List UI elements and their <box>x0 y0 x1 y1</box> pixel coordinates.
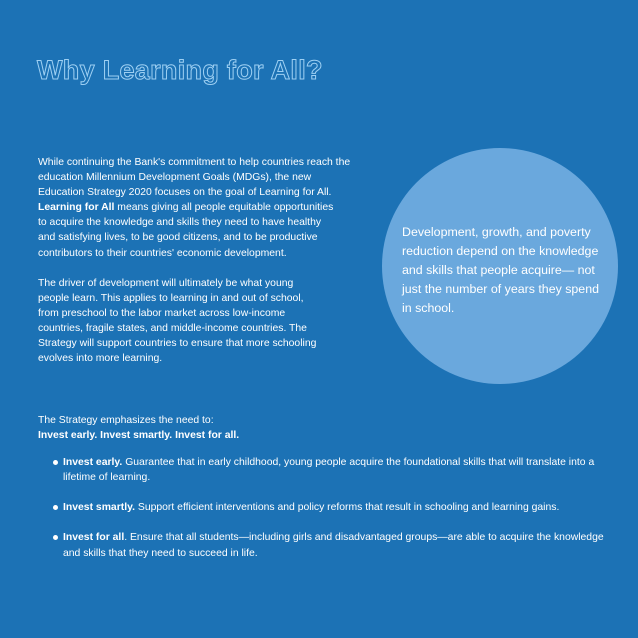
bullet-text: . Ensure that all students—including girls and disadvantaged groups—are able to acquire the knowledge and skills that they need to succeed in life. <box>63 532 604 559</box>
strategy-heading: Invest early. Invest smartly. Invest for all. <box>38 430 240 442</box>
bullet-text: Guarantee that in early childhood, young people acquire the foundational skills that will translate into a lifetime of learning. <box>63 456 595 483</box>
page-title: Why Learning for All? <box>37 55 323 85</box>
bullet-invest-early <box>38 455 618 486</box>
intro-line: While continuing the Bank's commitment to help countries reach the <box>38 157 351 168</box>
intro-line: and satisfying lives, to be good citizens, and to be productive <box>38 232 318 244</box>
intro-line: from preschool to the labor market across low-income <box>38 307 286 319</box>
intro-line: Strategy will support countries to ensure that more schooling <box>38 338 317 350</box>
bullet-invest-smartly <box>38 500 618 515</box>
intro-line: The driver of development will ultimately be what young <box>38 277 294 289</box>
bullet-title: Invest early. <box>63 456 123 468</box>
strategy-section <box>38 413 618 576</box>
strategy-lead: The Strategy emphasizes the need to: <box>38 415 214 426</box>
intro-line: contributors to their countries' economic development. <box>38 247 287 259</box>
intro-line: to acquire the knowledge and skills they need to have healthy <box>38 217 322 229</box>
intro-paragraph-2 <box>38 276 410 367</box>
callout-text: Development, growth, and poverty reduction depend on the knowledge and skills that people acquire— not just the number of years they spend in school. <box>402 225 599 315</box>
bullet-title: Invest smartly. <box>63 502 135 514</box>
intro-text <box>38 155 410 366</box>
bullet-title: Invest for all <box>63 532 125 544</box>
intro-line: education Millennium Development Goals (MDGs), the new <box>38 172 312 184</box>
intro-paragraph-1 <box>38 155 410 261</box>
strategy-bullet-list <box>38 455 618 561</box>
intro-line: evolves into more learning. <box>38 353 163 365</box>
intro-line: people learn. This applies to learning in and out of school, <box>38 292 304 304</box>
bullet-text: Support efficient interventions and policy reforms that result in schooling and learning gains. <box>135 502 560 514</box>
intro-line-rest: means giving all people equitable opportunities <box>114 202 334 214</box>
intro-line <box>38 200 410 215</box>
learning-for-all-emphasis: Learning for All <box>38 202 115 214</box>
bullet-invest-for-all <box>38 530 618 561</box>
intro-line: Education Strategy 2020 focuses on the goal of Learning for All. <box>38 187 332 199</box>
intro-line: countries, fragile states, and middle-income countries. The <box>38 322 307 334</box>
